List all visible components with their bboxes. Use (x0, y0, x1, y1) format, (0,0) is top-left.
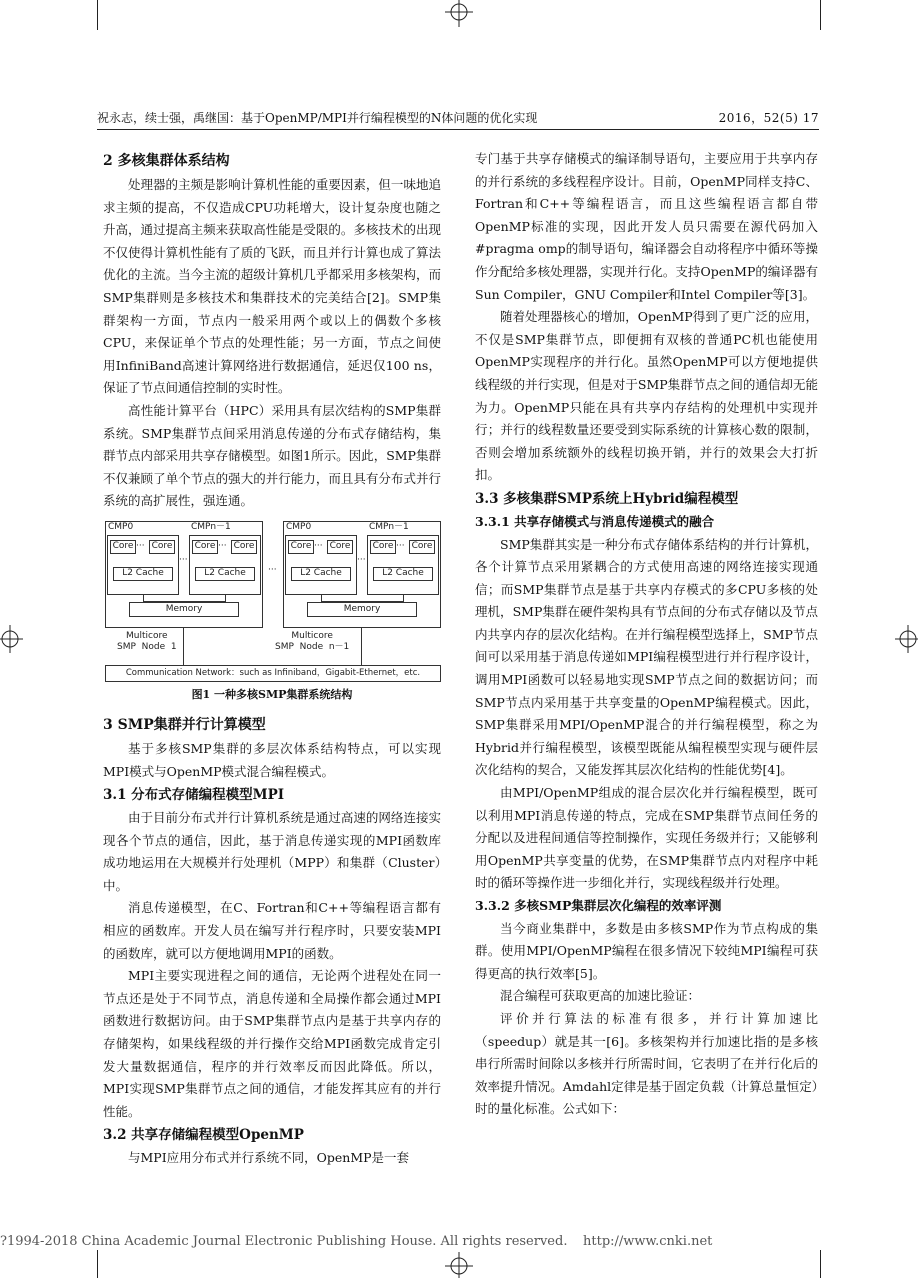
l2-cache-box: L2 Cache (373, 567, 433, 581)
paragraph: 高性能计算平台（HPC）采用具有层次结构的SMP集群系统。SMP集群节点间采用消息传递的分布式存储结构，集群节点内部采用共享存储模型。如图1所示。因此，SMP集群不仅兼顾了单个节点的强大的并行能力，而且具有分布式并行系统的高扩展性，强连通。 (103, 402, 441, 509)
registration-mark-top (444, 0, 474, 28)
l2-cache-box: L2 Cache (113, 567, 173, 581)
figure-1-diagram (105, 521, 441, 684)
ellipsis: ··· (314, 540, 323, 551)
crop-mark-bottom-left (97, 1250, 98, 1278)
crop-mark-bottom-right (820, 1250, 821, 1278)
running-header (97, 107, 819, 130)
subsection-heading: 3.2 共享存储编程模型OpenMP (103, 1127, 304, 1144)
section-heading: 2 多核集群体系结构 (103, 153, 230, 169)
paragraph: 评价并行算法的标准有很多，并行计算加速比（speedup）就是其一[6]。多核架构并行加速比指的是多核串行所需时间除以多核并行所需时间，它表明了在并行化后的效率提升情况。Amdahl定律是基于固定负载（计算总量恒定）时的量化标准。公式如下： (475, 1010, 818, 1117)
subsubsection-heading: 3.3.2 多核SMP集群层次化编程的效率评测 (475, 898, 722, 913)
section-heading: 3 SMP集群并行计算模型 (103, 716, 266, 733)
footer-url: http://www.cnki.net (583, 1234, 713, 1249)
registration-mark-bottom (444, 1252, 474, 1278)
left-column (103, 148, 441, 1170)
paragraph: 混合编程可获取更高的加速比验证： (500, 988, 701, 1004)
cmp0-label: CMP0 (108, 521, 134, 532)
registration-mark-left (0, 624, 24, 654)
ellipsis: ··· (179, 554, 188, 565)
subsection-heading: 3.3 多核集群SMP系统上Hybrid编程模型 (475, 490, 739, 507)
paragraph: 基于多核SMP集群的多层次体系结构特点，可以实现MPI模式与OpenMP模式混合编程模式。 (103, 740, 441, 779)
paragraph: 当今商业集群中，多数是由多核SMP作为节点构成的集群。使用MPI/OpenMP编程在很多情况下较纯MPI编程可获得更高的执行效率[5]。 (475, 920, 818, 981)
l2-cache-box: L2 Cache (195, 567, 255, 581)
connector (183, 628, 184, 665)
paragraph: 由于目前分布式并行计算机系统是通过高速的网络连接实现各个节点的通信，因此，基于消息传递实现的MPI函数库成功地运用在大规模并行处理机（MPP）和集群（Cluster）中。 (103, 810, 441, 893)
paragraph: 随着处理器核心的增加，OpenMP得到了更广泛的应用，不仅是SMP集群节点，即便拥有双核的普通PC机也能使用OpenMP实现程序的并行化。虽然OpenMP可以方便地提供线程级的并行实现，但是对于SMP集群节点之间的通信却无能为力。OpenMP只能在具有共享内存结构的处理机中实现并行；并行的线程数量还要受到实际系统的计算核心数的限制，否则会增加系统额外的线程切换开销，并行的效果会大打折扣。 (475, 309, 818, 483)
core-box: Core (192, 540, 218, 554)
core-box: Core (327, 540, 353, 554)
crop-mark-top-right (820, 0, 821, 30)
memory-box: Memory (307, 602, 417, 617)
ellipsis: ··· (136, 540, 145, 551)
ellipsis: ··· (396, 540, 405, 551)
paragraph: MPI主要实现进程之间的通信，无论两个进程处在同一节点还是处于不同节点，消息传递和全局操作都会通过MPI函数进行数据访问。由于SMP集群节点内是基于共享内存的存储架构，如果线程级的并行操作交给MPI函数完成肯定引发大量数据通信，程序的并行效率反而因此降低。所以，MPI实现SMP集群节点之间的通信，才能发挥其应有的并行性能。 (103, 968, 441, 1119)
copyright-notice: ?1994-2018 China Academic Journal Electronic Publishing House. All rights reserved. (0, 1234, 568, 1249)
core-box: Core (409, 540, 435, 554)
core-box: Core (149, 540, 175, 554)
header-issue-page: 2016，52(5) 17 (718, 111, 819, 125)
ellipsis: ··· (268, 564, 277, 575)
right-column (475, 148, 818, 1121)
paragraph: 与MPI应用分布式并行系统不同，OpenMP是一套 (128, 1150, 410, 1166)
memory-box: Memory (129, 602, 239, 617)
crop-mark-top-left (97, 0, 98, 30)
communication-network-box: Communication Network：such as Infiniband，Gigabit-Ethernet，etc. (105, 665, 441, 682)
header-title: 祝永志，续士强，禹继国：基于OpenMP/MPI并行编程模型的N体问题的优化实现 (97, 111, 538, 125)
core-box: Core (370, 540, 396, 554)
cmp0-label: CMP0 (286, 521, 312, 532)
paragraph: 消息传递模型，在C、Fortran和C++等编程语言都有相应的函数库。开发人员在编写并行程序时，只要安装MPI的函数库，就可以方便地调用MPI的函数。 (103, 900, 441, 961)
paragraph: 由MPI/OpenMP组成的混合层次化并行编程模型，既可以利用MPI消息传递的特点，完成在SMP集群节点间任务的分配以及进程间通信等控制操作，实现任务级并行；又能够利用OpenMP共享变量的优势，在SMP集群节点内对程序中耗时的循环等操作进一步细化并行，实现线程级并行处理。 (475, 785, 818, 891)
paragraph-continued: 专门基于共享存储模式的编译制导语句，主要应用于共享内存的并行系统的多线程程序设计。目前，OpenMP同样支持C、Fortran和C++等编程语言，而且这些编程语言都自带OpenMP标准的实现，因此开发人员只需要在源代码加入#pragma omp的制导语句，编译器会自动将程序中循环等操作分配给多核处理器，实现并行化。支持OpenMP的编译器有Sun Compiler，GNU Compiler和Intel Compiler等[3]。 (475, 151, 818, 302)
subsubsection-heading: 3.3.1 共享存储模式与消息传递模式的融合 (475, 513, 715, 529)
subsection-heading: 3.1 分布式存储编程模型MPI (103, 787, 285, 804)
paragraph: SMP集群其实是一种分布式存储体系结构的并行计算机，各个计算节点采用紧耦合的方式使用高速的网络连接实现通信；而SMP集群节点是基于共享内存模式的多CPU多核的处理机，SMP集群在硬件架构具有节点间的分布式存储以及节点内共享内存的层次化结构。在并行编程模型选择上，SMP节点间可以采用基于消息传递如MPI编程模型进行并行程序设计，调用MPI函数可以轻易地实现SMP节点之间的数据访问；而SMP节点内采用基于共享变量的OpenMP编程模式。因此，SMP集群采用MPI/OpenMP混合的并行编程模型，称之为Hybrid并行编程模型，该模型既能从编程模型实现与硬件层次化结构的契合，又能发挥其层次化结构的性能优势[4]。 (475, 536, 818, 778)
core-box: Core (110, 540, 136, 554)
ellipsis: ··· (357, 554, 366, 565)
node-n-label: Multicore SMP Node n－1 (275, 630, 350, 652)
connector (361, 628, 362, 665)
figure-caption: 图1 一种多核SMP集群系统结构 (191, 687, 353, 701)
node-1-label: Multicore SMP Node 1 (117, 630, 177, 652)
registration-mark-right (894, 624, 918, 654)
l2-cache-box: L2 Cache (291, 567, 351, 581)
cmpn-label: CMPn－1 (191, 521, 231, 532)
core-box: Core (231, 540, 257, 554)
core-box: Core (288, 540, 314, 554)
ellipsis: ··· (218, 540, 227, 551)
cmpn-label: CMPn－1 (369, 521, 409, 532)
paragraph: 处理器的主频是影响计算机性能的重要因素，但一味地追求主频的提高，不仅造成CPU功耗增大，设计复杂度也随之升高，通过提高主频来获取高性能是受限的。多核技术的出现不仅使得计算机性能有了质的飞跃，而且并行计算也成了算法优化的主流。当今主流的超级计算机几乎都采用多核架构，而SMP集群则是多核技术和集群技术的完美结合[2]。SMP集群架构一方面，节点内一般采用两个或以上的偶数个多核CPU，来保证单个节点的处理性能；另一方面，节点之间使用InfiniBand高速计算网络进行数据通信，延迟仅100 ns，保证了节点间通信控制的实时性。 (103, 177, 441, 396)
